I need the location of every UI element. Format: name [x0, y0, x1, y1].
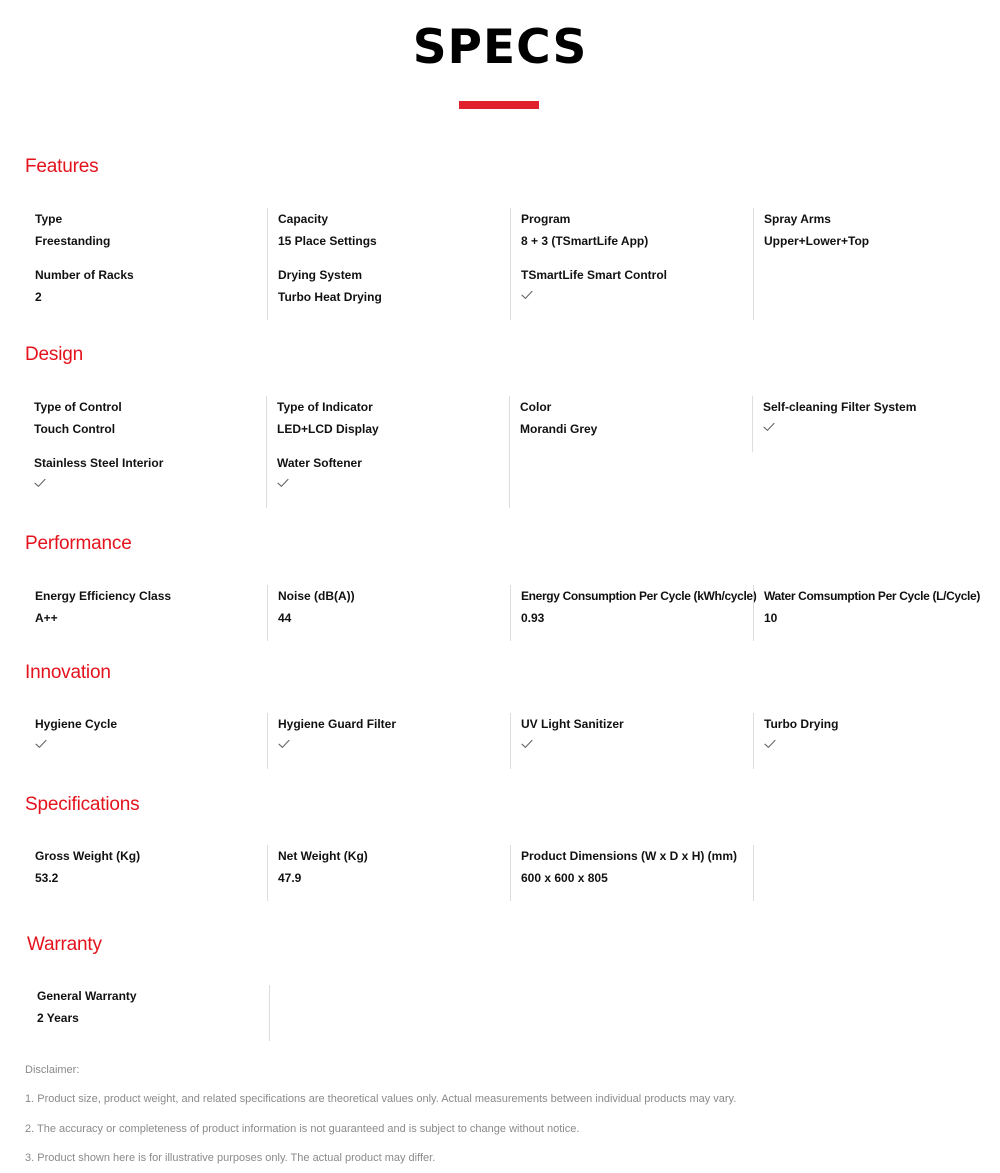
spec-type-of-indicator [277, 400, 509, 437]
check-icon [521, 290, 533, 300]
section-title-performance: Performance [25, 533, 132, 554]
spec-value: Touch Control [34, 422, 116, 436]
spec-label: Gross Weight (Kg) [35, 849, 141, 863]
spec-label: Energy Consumption Per Cycle (kWh/cycle) [521, 589, 757, 603]
spec-spray-arms [764, 212, 996, 249]
check-icon [764, 739, 776, 749]
spec-label: General Warranty [37, 989, 137, 1003]
spec-water-softener [277, 456, 509, 488]
spec-uv-light-sanitizer [521, 717, 753, 749]
spec-value: 47.9 [278, 871, 302, 885]
check-icon [278, 739, 290, 749]
section-title-innovation: Innovation [25, 662, 111, 683]
spec-net-weight [278, 849, 510, 886]
spec-label: Water Comsumption Per Cycle (L/Cycle) [764, 589, 980, 603]
spec-label: Water Softener [277, 456, 362, 470]
spec-value: A++ [35, 611, 58, 625]
spec-type [35, 212, 267, 249]
spec-program [521, 212, 753, 249]
disclaimer-line: 2. The accuracy or completeness of product information is not guaranteed and is subject to change without notice. [25, 1123, 580, 1135]
spec-hygiene-cycle [35, 717, 267, 749]
spec-value: 2 [35, 290, 42, 304]
spec-label: Number of Racks [35, 268, 134, 282]
spec-drying-system [278, 268, 510, 305]
spec-label: Turbo Drying [764, 717, 839, 731]
spec-gross-weight [35, 849, 267, 886]
spec-value: Morandi Grey [520, 422, 598, 436]
spec-label: Stainless Steel Interior [34, 456, 164, 470]
spec-label: Energy Efficiency Class [35, 589, 172, 603]
section-title-specifications: Specifications [25, 794, 140, 815]
disclaimer-heading: Disclaimer: [25, 1064, 80, 1076]
spec-label: Type [35, 212, 63, 226]
section-title-design: Design [25, 344, 83, 365]
section-title-warranty: Warranty [27, 934, 102, 955]
spec-label: Hygiene Cycle [35, 717, 118, 731]
spec-label: Program [521, 212, 571, 226]
spec-general-warranty [37, 989, 269, 1026]
spec-value: Turbo Heat Drying [278, 290, 382, 304]
disclaimer-line: 1. Product size, product weight, and related specifications are theoretical values only. Actual measurements between individual products may vary. [25, 1093, 737, 1105]
spec-label: UV Light Sanitizer [521, 717, 624, 731]
spec-label: Type of Indicator [277, 400, 373, 414]
check-icon [277, 478, 289, 488]
spec-label: Capacity [278, 212, 329, 226]
spec-value: 0.93 [521, 611, 545, 625]
spec-label: Type of Control [34, 400, 122, 414]
spec-label: Hygiene Guard Filter [278, 717, 397, 731]
spec-value: 10 [764, 611, 778, 625]
spec-energy-consumption [521, 589, 757, 626]
spec-smart-control [521, 268, 753, 300]
spec-value: Freestanding [35, 234, 111, 248]
spec-color [520, 400, 752, 437]
check-icon [35, 739, 47, 749]
spec-energy-efficiency-class [35, 589, 267, 626]
spec-noise [278, 589, 510, 626]
spec-value: LED+LCD Display [277, 422, 379, 436]
check-icon [521, 739, 533, 749]
spec-value: 600 x 600 x 805 [521, 871, 608, 885]
check-icon [763, 422, 775, 432]
title-underline [459, 101, 539, 109]
spec-value: 44 [278, 611, 292, 625]
disclaimer-line: 3. Product shown here is for illustrative purposes only. The actual product may differ. [25, 1152, 436, 1164]
spec-type-of-control [34, 400, 266, 437]
spec-label: Spray Arms [764, 212, 831, 226]
spec-value: 53.2 [35, 871, 59, 885]
spec-label: Color [520, 400, 552, 414]
spec-stainless-steel-interior [34, 456, 266, 488]
page-title: SPECS [412, 20, 588, 75]
spec-value: 8 + 3 (TSmartLife App) [521, 234, 649, 248]
spec-value: 15 Place Settings [278, 234, 377, 248]
spec-label: Product Dimensions (W x D x H) (mm) [521, 849, 738, 863]
spec-hygiene-guard-filter [278, 717, 510, 749]
spec-label: TSmartLife Smart Control [521, 268, 668, 282]
section-title-features: Features [25, 156, 99, 177]
spec-label: Self-cleaning Filter System [763, 400, 917, 414]
spec-label: Noise (dB(A)) [278, 589, 355, 603]
spec-product-dimensions [521, 849, 753, 886]
spec-value: 2 Years [37, 1011, 79, 1025]
spec-water-consumption [764, 589, 996, 626]
spec-turbo-drying [764, 717, 996, 749]
spec-self-cleaning-filter [763, 400, 995, 432]
spec-label: Net Weight (Kg) [278, 849, 368, 863]
spec-value: Upper+Lower+Top [764, 234, 870, 248]
check-icon [34, 478, 46, 488]
spec-label: Drying System [278, 268, 363, 282]
spec-number-of-racks [35, 268, 267, 305]
spec-capacity [278, 212, 510, 249]
